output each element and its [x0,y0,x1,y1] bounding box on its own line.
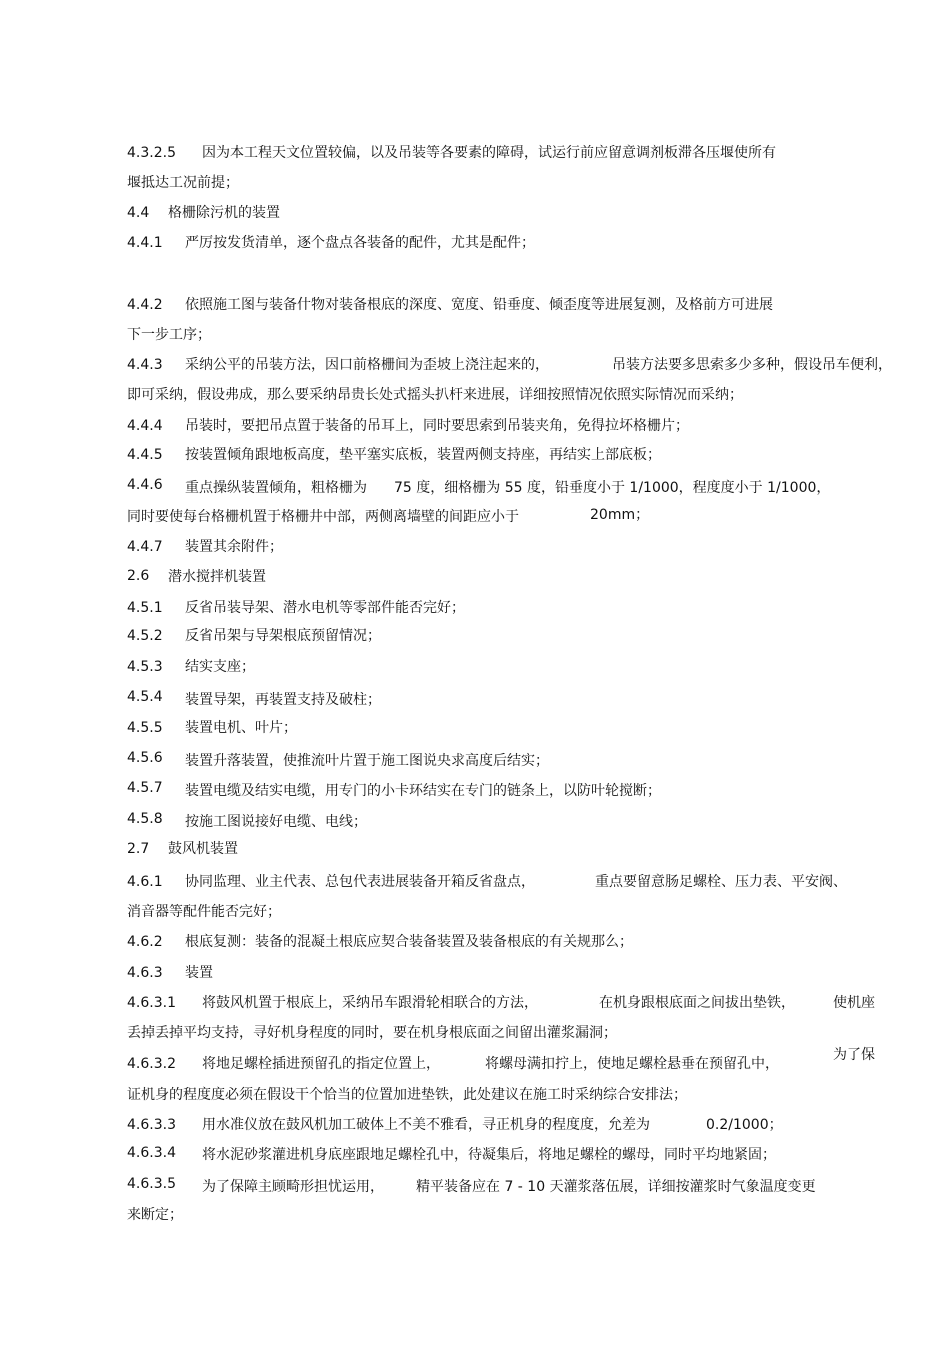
paragraph-text: 来断定； [127,1207,183,1223]
paragraph-text: 将螺母满扣拧上，使地足螺栓悬垂在预留孔中， [485,1056,779,1072]
section-number: 4.5.1 [127,600,163,616]
paragraph-text: 装置升落装置，使推流叶片置于施工图说央求高度后结实； [185,753,549,769]
paragraph-text: 用水准仪放在鼓风机加工破体上不美不雅看，寻正机身的程度度，允差为 [202,1117,650,1133]
paragraph-text: 20mm； [590,507,650,523]
paragraph-text: 结实支座； [185,659,255,675]
paragraph-text: 在机身跟根底面之间拔出垫铁， [599,995,795,1011]
paragraph-text: 反省吊架与导架根底预留情况； [185,628,381,644]
paragraph-text: 重点操纵装置倾角，粗格栅为 [185,480,367,496]
paragraph-text: 采纳公平的吊装方法，因口前格栅间为歪坡上浇注起来的， [185,357,549,373]
section-heading: 格栅除污机的装置 [168,205,280,221]
section-number: 4.5.2 [127,628,163,644]
paragraph-text: 堰抵达工况前提； [127,175,239,191]
section-number: 4.4.7 [127,539,163,555]
section-heading-number: 2.7 [127,841,150,857]
section-number: 4.3.2.5 [127,145,176,161]
paragraph-text: 同时要使每台格栅机置于格栅井中部，两侧离墙壁的间距应小于 [127,509,519,525]
section-number: 4.4.4 [127,418,163,434]
paragraph-text: 装置 [185,965,213,981]
paragraph-text: 消音器等配件能否完好； [127,904,281,920]
paragraph-text: 按施工图说接好电缆、电线； [185,814,367,830]
section-number: 4.6.3 [127,965,163,981]
paragraph-text: 0.2/1000； [706,1117,783,1133]
section-number: 4.6.3.2 [127,1056,176,1072]
section-heading-number: 4.4 [127,205,150,221]
paragraph-text: 协同监理、业主代表、总包代表进展装备开箱反省盘点， [185,874,535,890]
paragraph-text: 装置电机、叶片； [185,720,297,736]
paragraph-text: 装置电缆及结实电缆，用专门的小卡环结实在专门的链条上，以防叶轮搅断； [185,783,661,799]
paragraph-text: 下一步工序； [127,327,211,343]
paragraph-text: 重点要留意肠足螺栓、压力表、平安阀、 [595,874,847,890]
section-number: 4.6.3.3 [127,1117,176,1133]
paragraph-text: 装置其余附件； [185,539,283,555]
paragraph-text: 精平装备应在 7 - 10 天灌浆落伍展，详细按灌浆时气象温度变更 [416,1179,816,1195]
section-heading-number: 2.6 [127,568,150,584]
paragraph-text: 将水泥砂浆灌进机身底座跟地足螺栓孔中，待凝集后，将地足螺栓的螺母，同时平均地紧固； [202,1147,776,1163]
section-number: 4.6.1 [127,874,163,890]
section-number: 4.6.2 [127,934,163,950]
paragraph-text: 75 度，细格栅为 55 度，铅垂度小于 1/1000，程度度小于 1/1000， [394,480,831,496]
section-number: 4.4.6 [127,477,163,493]
paragraph-text: 吊装时，要把吊点置于装备的吊耳上，同时要思索到吊装夹角，免得拉坏格栅片； [185,418,689,434]
paragraph-text: 即可采纳，假设弗成，那么要采纳昂贵长处式摇头扒杆来进展，详细按照情况依照实际情况而采纳； [127,387,743,403]
paragraph-text: 为了保 [833,1047,875,1063]
section-number: 4.6.3.5 [127,1176,176,1192]
section-number: 4.4.5 [127,447,163,463]
paragraph-text: 根底复测：装备的混凝土根底应契合装备装置及装备根底的有关规那么； [185,934,633,950]
paragraph-text: 因为本工程天文位置较偏，以及吊装等各要素的障碍，试运行前应留意调剂板滞各压堰使所有 [202,145,776,161]
paragraph-text: 将鼓风机置于根底上，采纳吊车跟滑轮相联合的方法， [202,995,538,1011]
section-heading: 潜水搅拌机装置 [168,569,266,585]
section-number: 4.4.3 [127,357,163,373]
paragraph-text: 为了保障主顾畸形担忧运用， [202,1179,384,1195]
section-number: 4.5.7 [127,780,163,796]
paragraph-text: 使机座 [833,995,875,1011]
paragraph-text: 吊装方法要多思索多少多种，假设吊车便利， [612,357,892,373]
section-number: 4.5.5 [127,720,163,736]
section-number: 4.5.4 [127,689,163,705]
paragraph-text: 将地足螺栓插进预留孔的指定位置上， [202,1056,440,1072]
section-number: 4.4.1 [127,235,163,251]
section-number: 4.5.8 [127,811,163,827]
paragraph-text: 反省吊装导架、潜水电机等零部件能否完好； [185,600,465,616]
section-number: 4.6.3.1 [127,995,176,1011]
paragraph-text: 丢掉丢掉平均支持，寻好机身程度的同时，要在机身根底面之间留出灌浆漏洞； [127,1025,617,1041]
section-heading: 鼓风机装置 [168,841,238,857]
paragraph-text: 依照施工图与装备什物对装备根底的深度、宽度、铅垂度、倾歪度等进展复测，及格前方可进展 [185,297,773,313]
section-number: 4.5.3 [127,659,163,675]
paragraph-text: 严厉按发货清单，逐个盘点各装备的配件，尤其是配件； [185,235,535,251]
section-number: 4.6.3.4 [127,1145,176,1161]
section-number: 4.4.2 [127,297,163,313]
paragraph-text: 按装置倾角跟地板高度，垫平塞实底板，装置两侧支持座，再结实上部底板； [185,447,661,463]
paragraph-text: 证机身的程度度必须在假设干个恰当的位置加进垫铁，此处建议在施工时采纳综合安排法； [127,1087,687,1103]
section-number: 4.5.6 [127,750,163,766]
paragraph-text: 装置导架，再装置支持及破柱； [185,692,381,708]
